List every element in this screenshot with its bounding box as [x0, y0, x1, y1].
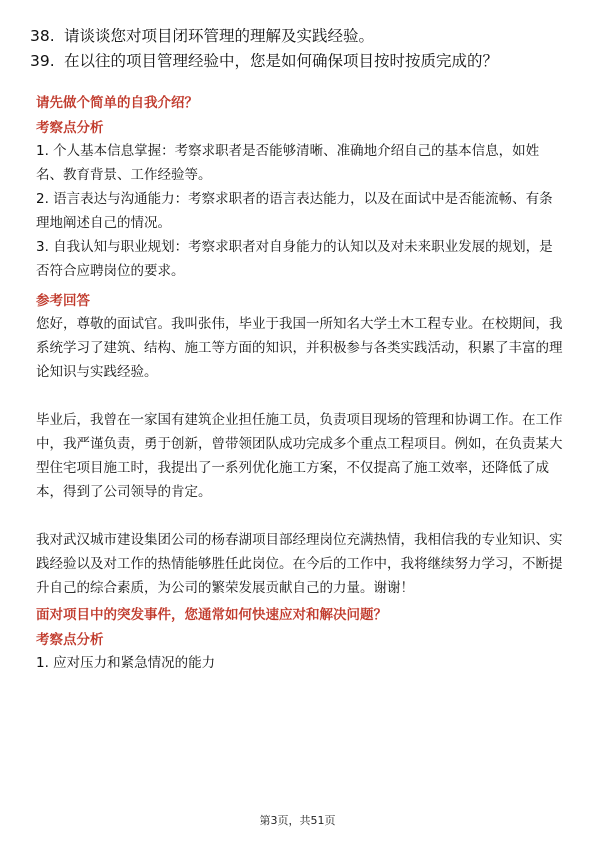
question-text: 在以往的项目管理经验中，您是如何确保项目按时按质完成的？ — [64, 52, 499, 70]
page-footer: 第3页，共51页 — [259, 814, 336, 827]
section-title-self-intro: 请先做个简单的自我介绍？ — [36, 95, 198, 111]
analysis-point: 3. 自我认知与职业规划：考察求职者对自身能力的认知以及对未来职业发展的规划，是否符合应聘岗位的要求。 — [36, 239, 553, 279]
question-number: 38. — [30, 27, 55, 45]
question-item — [30, 24, 570, 49]
analysis-point: 1. 个人基本信息掌握：考察求职者是否能够清晰、准确地介绍自己的基本信息，如姓名、教育背景、工作经验等。 — [36, 143, 540, 183]
answer-paragraph: 毕业后，我曾在一家国有建筑企业担任施工员，负责项目现场的管理和协调工作。在工作中，我严谨负责，勇于创新，曾带领团队成功完成多个重点工程项目。例如，在负责某大型住宅项目施工时，我提出了一系列优化施工方案，不仅提高了施工效率，还降低了成本，得到了公司领导的肯定。 — [36, 412, 563, 500]
analysis-point: 1. 应对压力和紧急情况的能力 — [36, 655, 216, 671]
question-text: 请谈谈您对项目闭环管理的理解及实践经验。 — [64, 27, 375, 45]
question-list — [30, 24, 570, 74]
answer-paragraph: 您好，尊敬的面试官。我叫张伟，毕业于我国一所知名大学土木工程专业。在校期间，我系统学习了建筑、结构、施工等方面的知识，并积极参与各类实践活动，积累了丰富的理论知识与实践经验。 — [36, 316, 563, 380]
analysis-heading: 考察点分析 — [36, 632, 104, 648]
section-title-emergency: 面对项目中的突发事件，您通常如何快速应对和解决问题？ — [36, 607, 387, 623]
answer-heading: 参考回答 — [36, 293, 90, 309]
analysis-point: 2. 语言表达与沟通能力：考察求职者的语言表达能力，以及在面试中是否能流畅、有条理地阐述自己的情况。 — [36, 191, 553, 231]
answer-paragraph: 我对武汉城市建设集团公司的杨春湖项目部经理岗位充满热情，我相信我的专业知识、实践经验以及对工作的热情能够胜任此岗位。在今后的工作中，我将继续努力学习，不断提升自己的综合素质，为公司的繁荣发展贡献自己的力量。谢谢！ — [36, 532, 563, 596]
question-number: 39. — [30, 52, 55, 70]
question-item — [30, 49, 570, 74]
content-body — [36, 92, 564, 675]
analysis-heading: 考察点分析 — [36, 120, 104, 136]
